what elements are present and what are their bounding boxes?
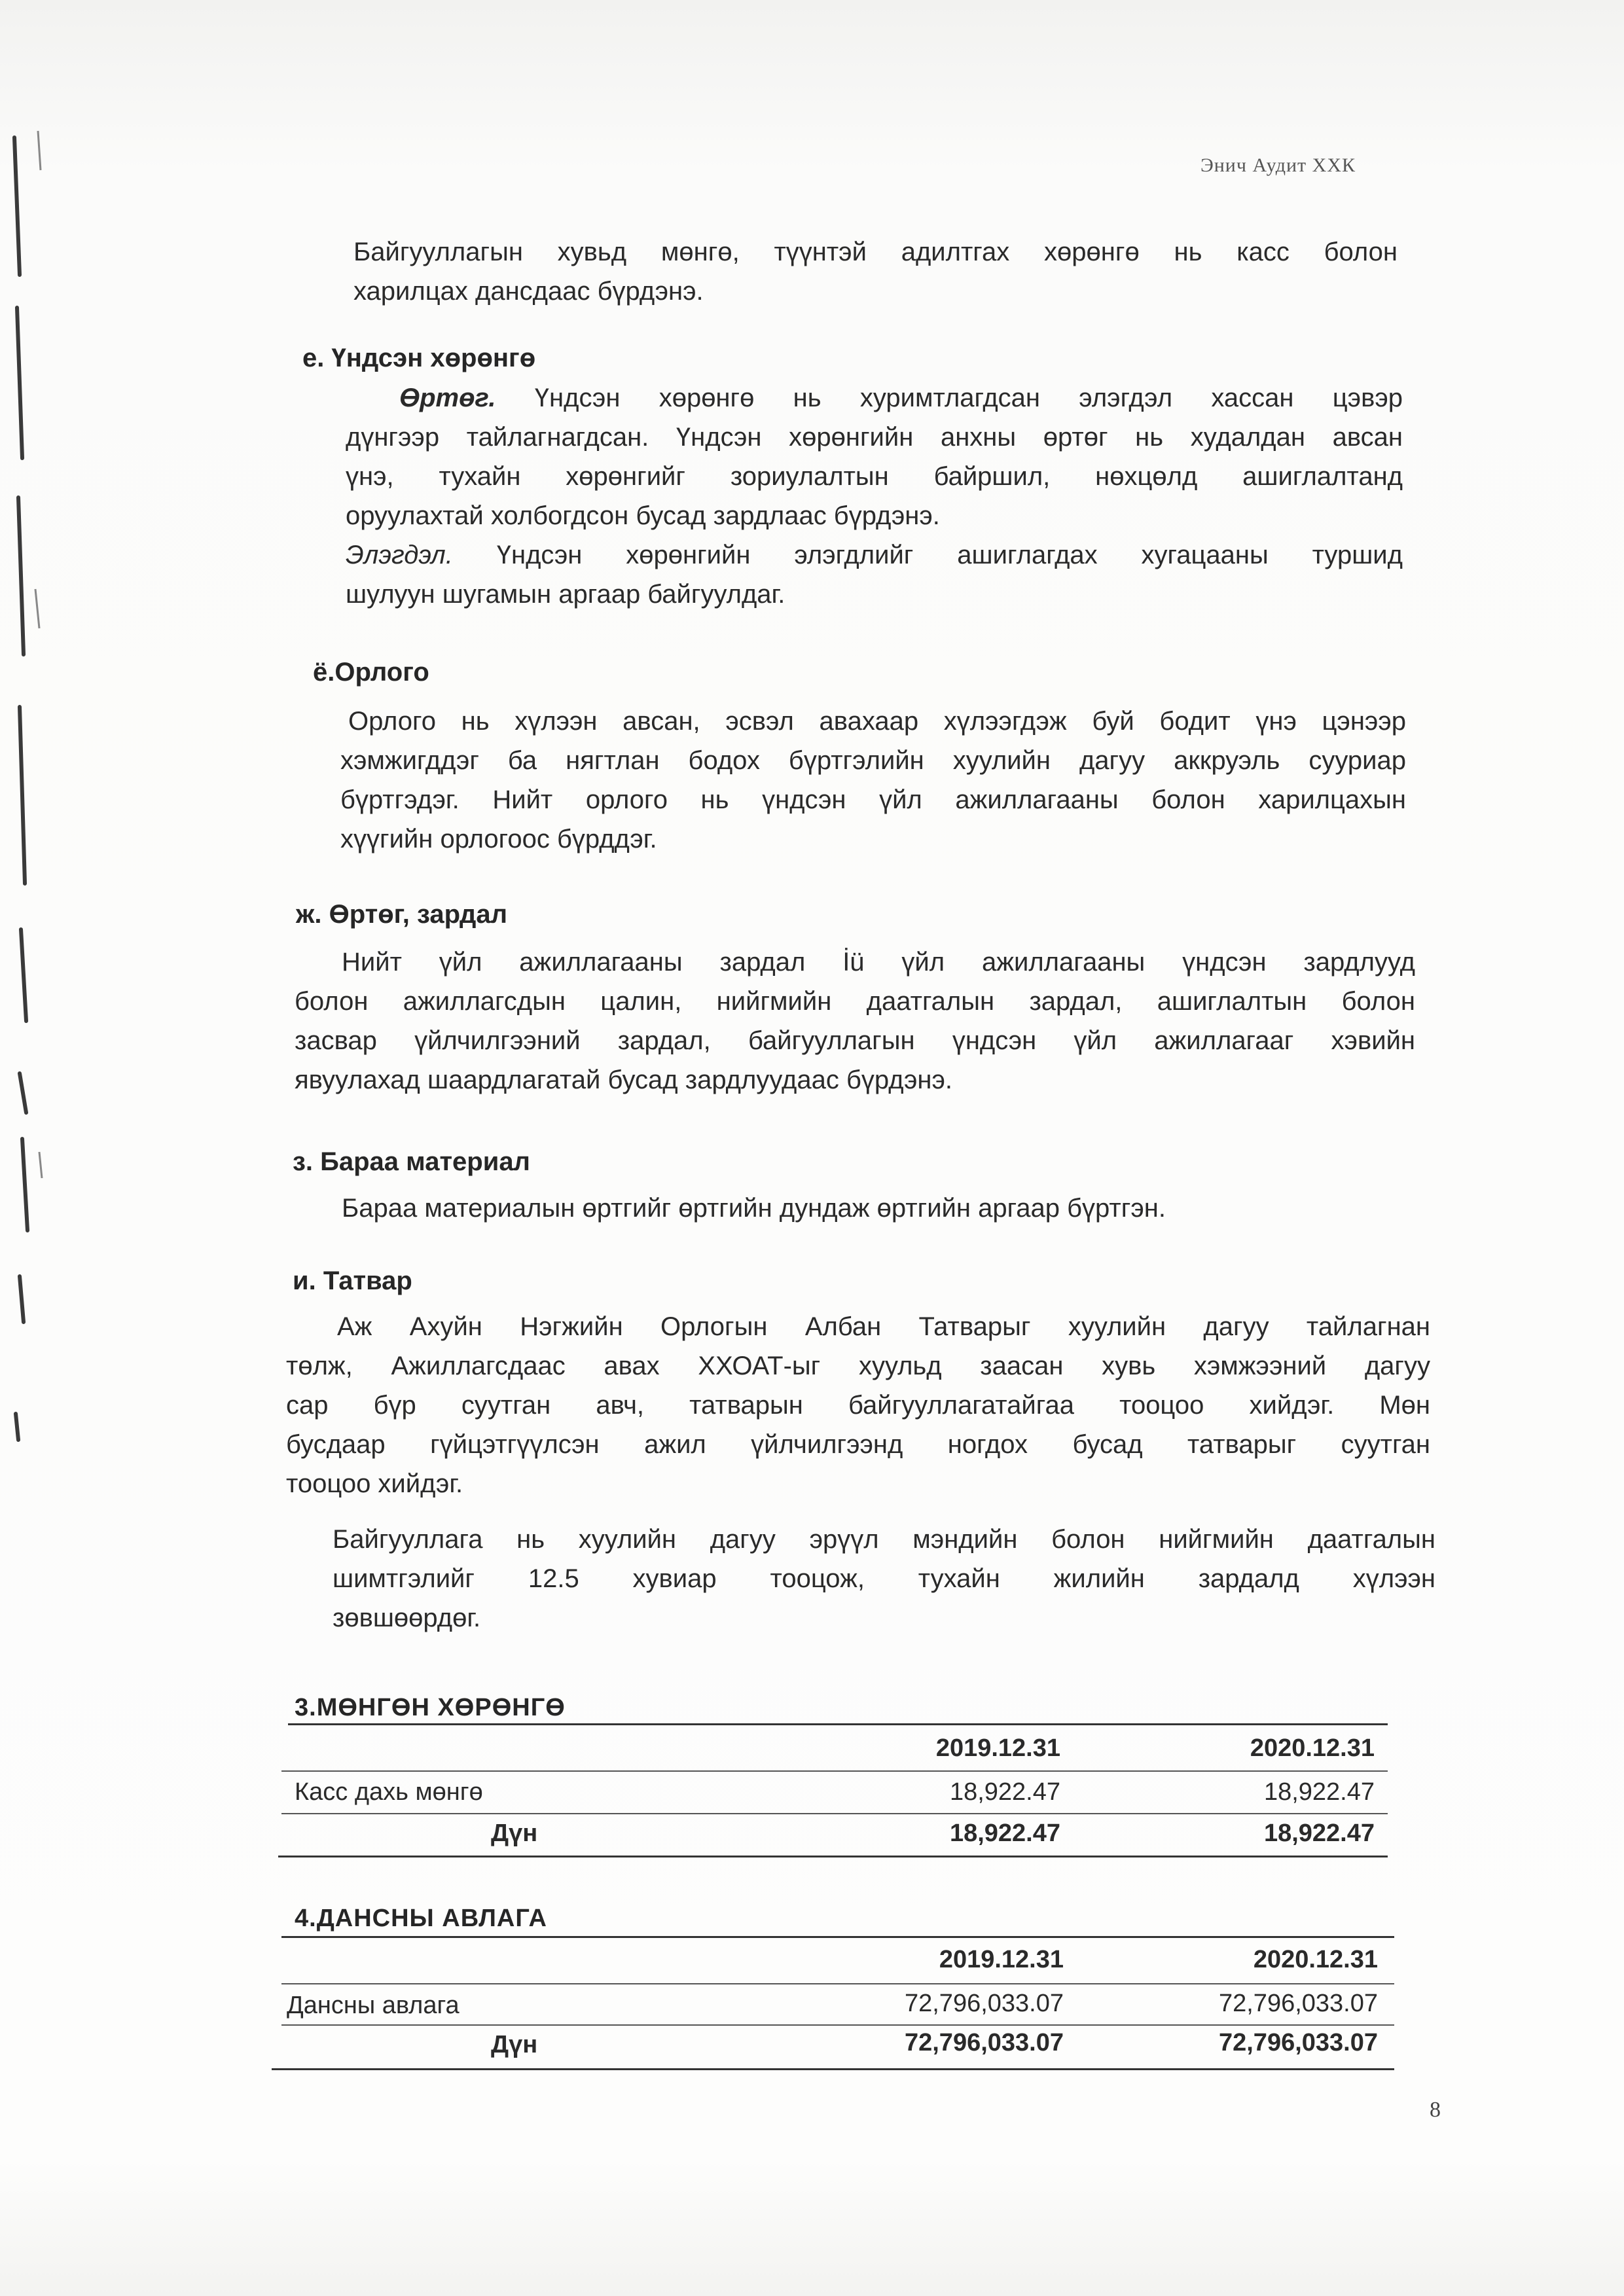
cash-table-title: 3.МӨНГӨН ХӨРӨНГӨ [295,1694,566,1721]
section-i-p1-line-5: тооцоо хийдэг. [286,1469,463,1498]
cash-col-2019: 2019.12.31 [935,1734,1060,1762]
cash-table-rule-row [281,1813,1388,1814]
section-i-title: и. Татвар [293,1266,412,1295]
section-z-paragraph [342,1189,1422,1228]
cash-table-rule-top [288,1723,1388,1725]
section-i-p1-line-3: сар бүр суутган авч, татварын байгууллагатайгаа тооцоо хийдэг. Мөн [286,1391,1430,1420]
section-e-p2-label: Элэгдэл. [346,541,453,569]
section-i-p1-line-2: төлж, Ажиллагсдаас авах ХХОАТ-ыг хуульд заасан хувь хэмжээний дагуу [286,1352,1430,1380]
recv-table-rule-head [281,1983,1394,1984]
section-i-p2-line-2: шимтгэлийг 12.5 хувиар тооцож, тухайн жилийн зардалд хүлээн [333,1564,1435,1593]
section-zh-paragraph [295,942,1415,1100]
section-e-p1-line-2: дүнгээр тайлагнагдсан. Үндсэн хөрөнгийн анхны өртөг нь худалдан авсан [346,423,1403,452]
section-z-title: з. Бараа материал [293,1147,530,1176]
cash-row-2020: 18,922.47 [1263,1778,1375,1806]
section-z-line-1: Бараа материалын өртгийг өртгийн дундаж өртгийн аргаар бүртгэн. [342,1194,1166,1223]
section-e-p2-line-1 [346,535,1403,575]
recv-row-2020: 72,796,033.07 [1218,1990,1378,2017]
section-e-p2-line-2: шулуун шугамын аргаар байгуулдаг. [346,580,785,609]
section-i-p2-line-3: зөвшөөрдөг. [333,1604,481,1632]
recv-table-title: 4.ДАНСНЫ АВЛАГА [295,1905,547,1932]
page-number: 8 [1430,2098,1441,2122]
header-company: Энич Аудит ХХК [1200,154,1356,176]
section-zh-line-1: Нийт үйл ажиллагааны зардал İü үйл ажиллагааны үндсэн зардлууд [342,948,1415,977]
intro-paragraph [353,232,1398,311]
section-yo-line-2: хэмжигддэг ба нягтлан бодох бүртгэлийн хуулийн дагуу аккруэль сууриар [340,746,1406,775]
section-yo-line-4: хүүгийн орлогоос бүрддэг. [340,825,657,853]
cash-row-label: Касс дахь мөнгө [295,1778,483,1806]
intro-line-2: харилцах дансдаас бүрдэнэ. [353,277,704,306]
recv-table-rule-bottom [272,2068,1394,2070]
recv-col-2020: 2020.12.31 [1253,1946,1378,1973]
section-e-p1-line-1-text: Үндсэн хөрөнгө нь хуримтлагдсан элэгдэл хассан цэвэр [534,384,1403,412]
section-zh-line-2: болон ажиллагсдын цалин, нийгмийн даатгалын зардал, ашиглалтын болон [295,987,1415,1016]
section-zh-line-3: засвар үйлчилгээний зардал, байгууллагын үндсэн үйл ажиллагааг хэвийн [295,1026,1415,1055]
section-e-p1-label: Өртөг. [399,384,496,412]
intro-line-1: Байгууллагын хувьд мөнгө, түүнтэй адилтгах хөрөнгө нь касс болон [353,238,1398,266]
section-zh-line-4: явуулахад шаардлагатай бусад зардлуудаас бүрдэнэ. [295,1066,953,1094]
section-i-p1-line-4: бусдаар гүйцэтгүүлсэн ажил үйлчилгээнд ногдох бусад татварыг суутган [286,1430,1430,1459]
section-i-p1-line-1: Аж Ахуйн Нэгжийн Орлогын Албан Татварыг хуулийн дагуу тайлагнан [337,1312,1430,1341]
cash-total-2019: 18,922.47 [949,1820,1060,1847]
recv-col-2019: 2019.12.31 [939,1946,1064,1973]
recv-total-2019: 72,796,033.07 [904,2029,1064,2056]
section-yo-paragraph [340,702,1406,859]
recv-total-2020: 72,796,033.07 [1218,2029,1378,2056]
cash-total-2020: 18,922.47 [1263,1820,1375,1847]
recv-total-label: Дүн [491,2031,538,2058]
cash-total-label: Дүн [491,1820,538,1847]
section-e-p1-line-4: оруулахтай холбогдсон бусад зардлаас бүрдэнэ. [346,501,940,530]
cash-table-rule-bottom [278,1856,1388,1857]
section-yo-line-3: бүртгэдэг. Нийт орлого нь үндсэн үйл ажиллагааны болон харилцахын [340,785,1406,814]
recv-row-label: Дансны авлага [287,1992,460,2019]
section-yo-line-1: Орлого нь хүлээн авсан, эсвэл авахаар хүлээгдэж буй бодит үнэ цэнээр [348,707,1406,736]
section-i-paragraph-2 [333,1520,1435,1638]
section-e-paragraph-1 [346,378,1403,535]
section-e-p1-line-1 [346,378,1403,418]
section-e-paragraph-2 [346,535,1403,614]
recv-table-rule-top [281,1936,1394,1938]
recv-row-2019: 72,796,033.07 [904,1990,1064,2017]
section-i-paragraph-1 [286,1307,1430,1503]
recv-table-rule-row [281,2024,1394,2026]
cash-table-rule-head [281,1770,1388,1772]
section-zh-title: ж. Өртөг, зардал [296,900,508,929]
cash-row-2019: 18,922.47 [949,1778,1060,1806]
cash-col-2020: 2020.12.31 [1250,1734,1375,1762]
section-i-p2-line-1: Байгууллага нь хуулийн дагуу эрүүл мэндийн болон нийгмийн даатгалын [333,1525,1435,1554]
section-e-p1-line-3: үнэ, тухайн хөрөнгийг зориулалтын байршил, нөхцөлд ашиглалтанд [346,462,1403,491]
section-e-p2-line-1-text: Үндсэн хөрөнгийн элэгдлийг ашиглагдах хугацааны туршид [496,541,1403,569]
section-yo-title: ё.Орлого [313,658,429,687]
scan-edge-marks [0,0,52,2296]
section-e-title: е. Үндсэн хөрөнгө [302,344,536,372]
